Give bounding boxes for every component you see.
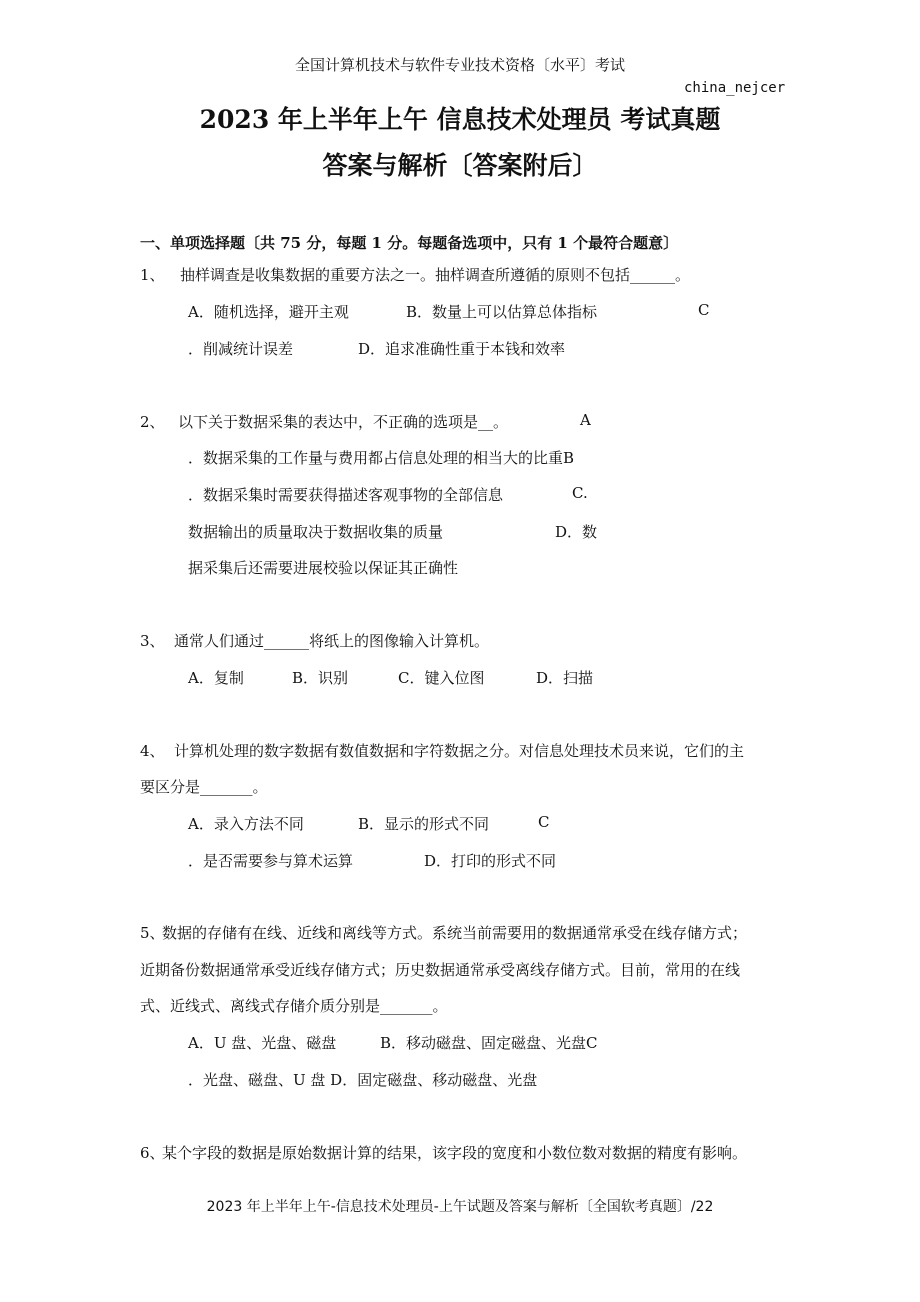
option-b: B．移动磁盘、固定磁盘、光盘C xyxy=(380,1034,598,1052)
question-stem: 计算机处理的数字数据有数值数据和字符数据之分。对信息处理技术员来说，它们的主 xyxy=(174,742,745,760)
question-stem: 某个字段的数据是原始数据计算的结果，该字段的宽度和小数位数对数据的精度有影响。 xyxy=(162,1144,748,1162)
option-a: A．U 盘、光盘、磁盘 xyxy=(188,1034,337,1052)
option-b: B．识别 xyxy=(292,669,349,687)
question-stem-cont: 要区分是_______。 xyxy=(140,778,268,796)
option-d: 据采集后还需要进展校验以保证其正确性 xyxy=(188,559,459,577)
question-stem-cont: 近期备份数据通常承受近线存储方式；历史数据通常承受离线存储方式。目前，常用的在线 xyxy=(140,961,741,979)
option-c: ．削减统计误差 xyxy=(188,340,294,358)
option-a: A．复制 xyxy=(188,669,244,687)
question-number: 5、 xyxy=(140,924,165,942)
option-b: B．显示的形式不同 xyxy=(358,815,490,833)
question-number: 3、 xyxy=(140,632,165,650)
option-d: D．扫描 xyxy=(536,669,594,687)
option-a: ．数据采集的工作量与费用都占信息处理的相当大的比重B xyxy=(188,449,575,467)
option-a-letter: A xyxy=(580,411,591,429)
source-tag: china_nejcer xyxy=(684,80,786,96)
option-c-d: ．光盘、磁盘、U 盘 D．固定磁盘、移动磁盘、光盘 xyxy=(188,1071,538,1089)
question-stem: 以下关于数据采集的表达中，不正确的选项是__。 xyxy=(178,413,509,431)
option-c: C．键入位图 xyxy=(398,669,485,687)
option-b: ．数据采集时需要获得描述客观事物的全部信息 xyxy=(188,486,504,504)
option-c-letter: C. xyxy=(572,484,588,502)
option-c: 数据输出的质量取决于数据收集的质量 xyxy=(188,523,444,541)
option-a: A．录入方法不同 xyxy=(188,815,304,833)
option-d: D．追求准确性重于本钱和效率 xyxy=(358,340,566,358)
page-footer: 2023 年上半年上午-信息技术处理员-上午试题及答案与解析〔全国软考真题〕/22 xyxy=(206,1199,714,1215)
question-stem: 数据的存储有在线、近线和离线等方式。系统当前需要用的数据通常承受在线存储方式； xyxy=(162,924,748,942)
option-a: A．随机选择，避开主观 xyxy=(188,303,349,321)
option-c: ．是否需要参与算术运算 xyxy=(188,852,354,870)
question-stem: 通常人们通过______将纸上的图像输入计算机。 xyxy=(174,632,490,650)
question-stem-cont: 式、近线式、离线式存储介质分别是_______。 xyxy=(140,997,448,1015)
question-number: 6、 xyxy=(140,1144,165,1162)
page-title: 2023 年上半年上午 信息技术处理员 考试真题 xyxy=(199,105,721,134)
exam-organization-header: 全国计算机技术与软件专业技术资格〔水平〕考试 xyxy=(294,56,625,74)
option-c-letter: C xyxy=(538,813,550,831)
question-stem: 抽样调查是收集数据的重要方法之一。抽样调查所遵循的原则不包括______。 xyxy=(180,266,691,284)
section-heading: 一、单项选择题〔共 75 分，每题 1 分。每题备选项中，只有 1 个最符合题意〕 xyxy=(140,234,679,252)
question-number: 2、 xyxy=(140,413,165,431)
question-number: 1、 xyxy=(140,266,165,284)
option-b: B．数量上可以估算总体指标 xyxy=(406,303,598,321)
option-c-letter: C xyxy=(698,301,710,319)
page-subtitle: 答案与解析〔答案附后〕 xyxy=(322,151,598,180)
question-number: 4、 xyxy=(140,742,165,760)
option-d: D．打印的形式不同 xyxy=(424,852,557,870)
option-d-start: D．数 xyxy=(555,523,598,541)
